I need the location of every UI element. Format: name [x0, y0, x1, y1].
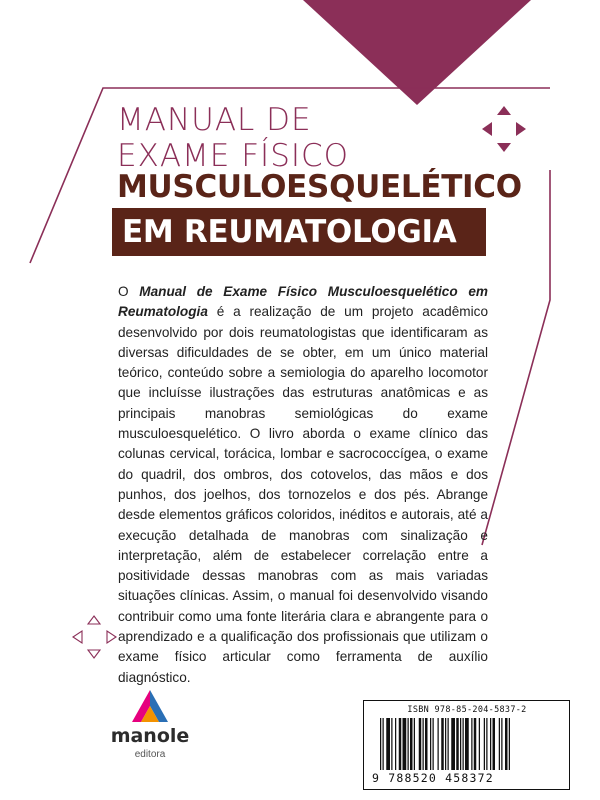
- publisher-sub: editora: [134, 749, 166, 760]
- top-triangle: [303, 0, 531, 105]
- frame-line-right: [482, 170, 550, 545]
- barcode-bar: [471, 718, 472, 770]
- barcode-bar: [423, 718, 424, 770]
- title-line-1: MANUAL DE: [117, 102, 312, 138]
- barcode-bar: [484, 718, 485, 770]
- barcode-bar: [419, 718, 422, 770]
- barcode-bar: [383, 718, 384, 770]
- publisher-name: manole: [110, 725, 190, 747]
- barcode-bar: [380, 718, 381, 770]
- four-arrows-outline-icon: [70, 613, 120, 661]
- barcode-bar: [395, 718, 396, 770]
- barcode-bar: [493, 718, 496, 770]
- barcode-bar: [425, 718, 428, 770]
- barcode-bar: [438, 718, 439, 770]
- synopsis-lead: O: [118, 284, 140, 299]
- barcode-bar: [465, 718, 469, 770]
- barcode-bar: [403, 718, 407, 770]
- barcode-bar: [490, 718, 491, 770]
- barcode-bar: [386, 718, 390, 770]
- barcode-bar: [509, 718, 510, 770]
- barcode-bar: [410, 718, 413, 770]
- barcode-bar: [505, 718, 508, 770]
- manole-logo-icon: [131, 688, 169, 724]
- barcode-bar: [430, 718, 431, 770]
- barcode-bar: [408, 718, 409, 770]
- barcode-bar: [399, 718, 402, 770]
- title-line-2: EXAME FÍSICO: [117, 138, 350, 174]
- title-line-3: MUSCULOESQUELÉTICO: [117, 169, 522, 205]
- four-arrows-filled-icon: [478, 104, 530, 154]
- barcode-bar: [391, 718, 392, 770]
- title-line-4: EM REUMATOLOGIA: [112, 208, 486, 256]
- isbn-text: ISBN 978-85-204-5837-2: [407, 705, 527, 715]
- barcode-bar: [445, 718, 446, 770]
- barcode-bar: [479, 718, 480, 770]
- synopsis-text: é a realização de um projeto acadêmico desenvolvido por dois reumatologistas que identificaram as diversas dificuldades de se obter, em um único material teórico, conteúdo sobre a semiologia do aparelho locomotor que incluísse ilustrações das estruturas anatômicas e as principais manobras semiológicas do exame musculoesquelético. O livro aborda o exame clínico das colunas cervical, torácica, lombar e sacrococcígea, o exame do quadril, dos ombros, dos cotovelos, das mãos e dos punhos, dos joelhos, dos tornozelos e dos pés. Abrange desde elementos gráficos coloridos, inéditos e autorais, até a execução detalhada de manobras com sinalização e interpretação, além de estabelecer correlação entre a positividade dessas manobras com as mais variadas situações clínicas. Assim, o manual foi desenvolvido visando contribuir como uma fonte literária clara e abrangente para o aprendizado e a qualificação dos profissionais que utilizam o exame físico articular como ferramenta de auxílio diagnóstico.: [118, 304, 488, 685]
- synopsis-paragraph: [118, 282, 488, 688]
- barcode-bar: [448, 718, 449, 770]
- barcode-bar: [441, 718, 444, 770]
- barcode-bar: [486, 718, 487, 770]
- barcode-bar: [474, 718, 477, 770]
- barcode-bar: [414, 718, 415, 770]
- barcode-bar: [501, 718, 502, 770]
- barcode-bar: [456, 718, 459, 770]
- synopsis-book-title: Manual de Exame Físico Musculoesquelético em Reumatologia: [118, 284, 488, 320]
- barcode-bar: [499, 718, 500, 770]
- barcode-bars: [380, 718, 560, 770]
- ean-digits: 9 788520 458372: [372, 771, 494, 785]
- barcode-bar: [463, 718, 464, 770]
- barcode-bar: [460, 718, 461, 770]
- barcode-bar: [451, 718, 455, 770]
- barcode-bar: [433, 718, 434, 770]
